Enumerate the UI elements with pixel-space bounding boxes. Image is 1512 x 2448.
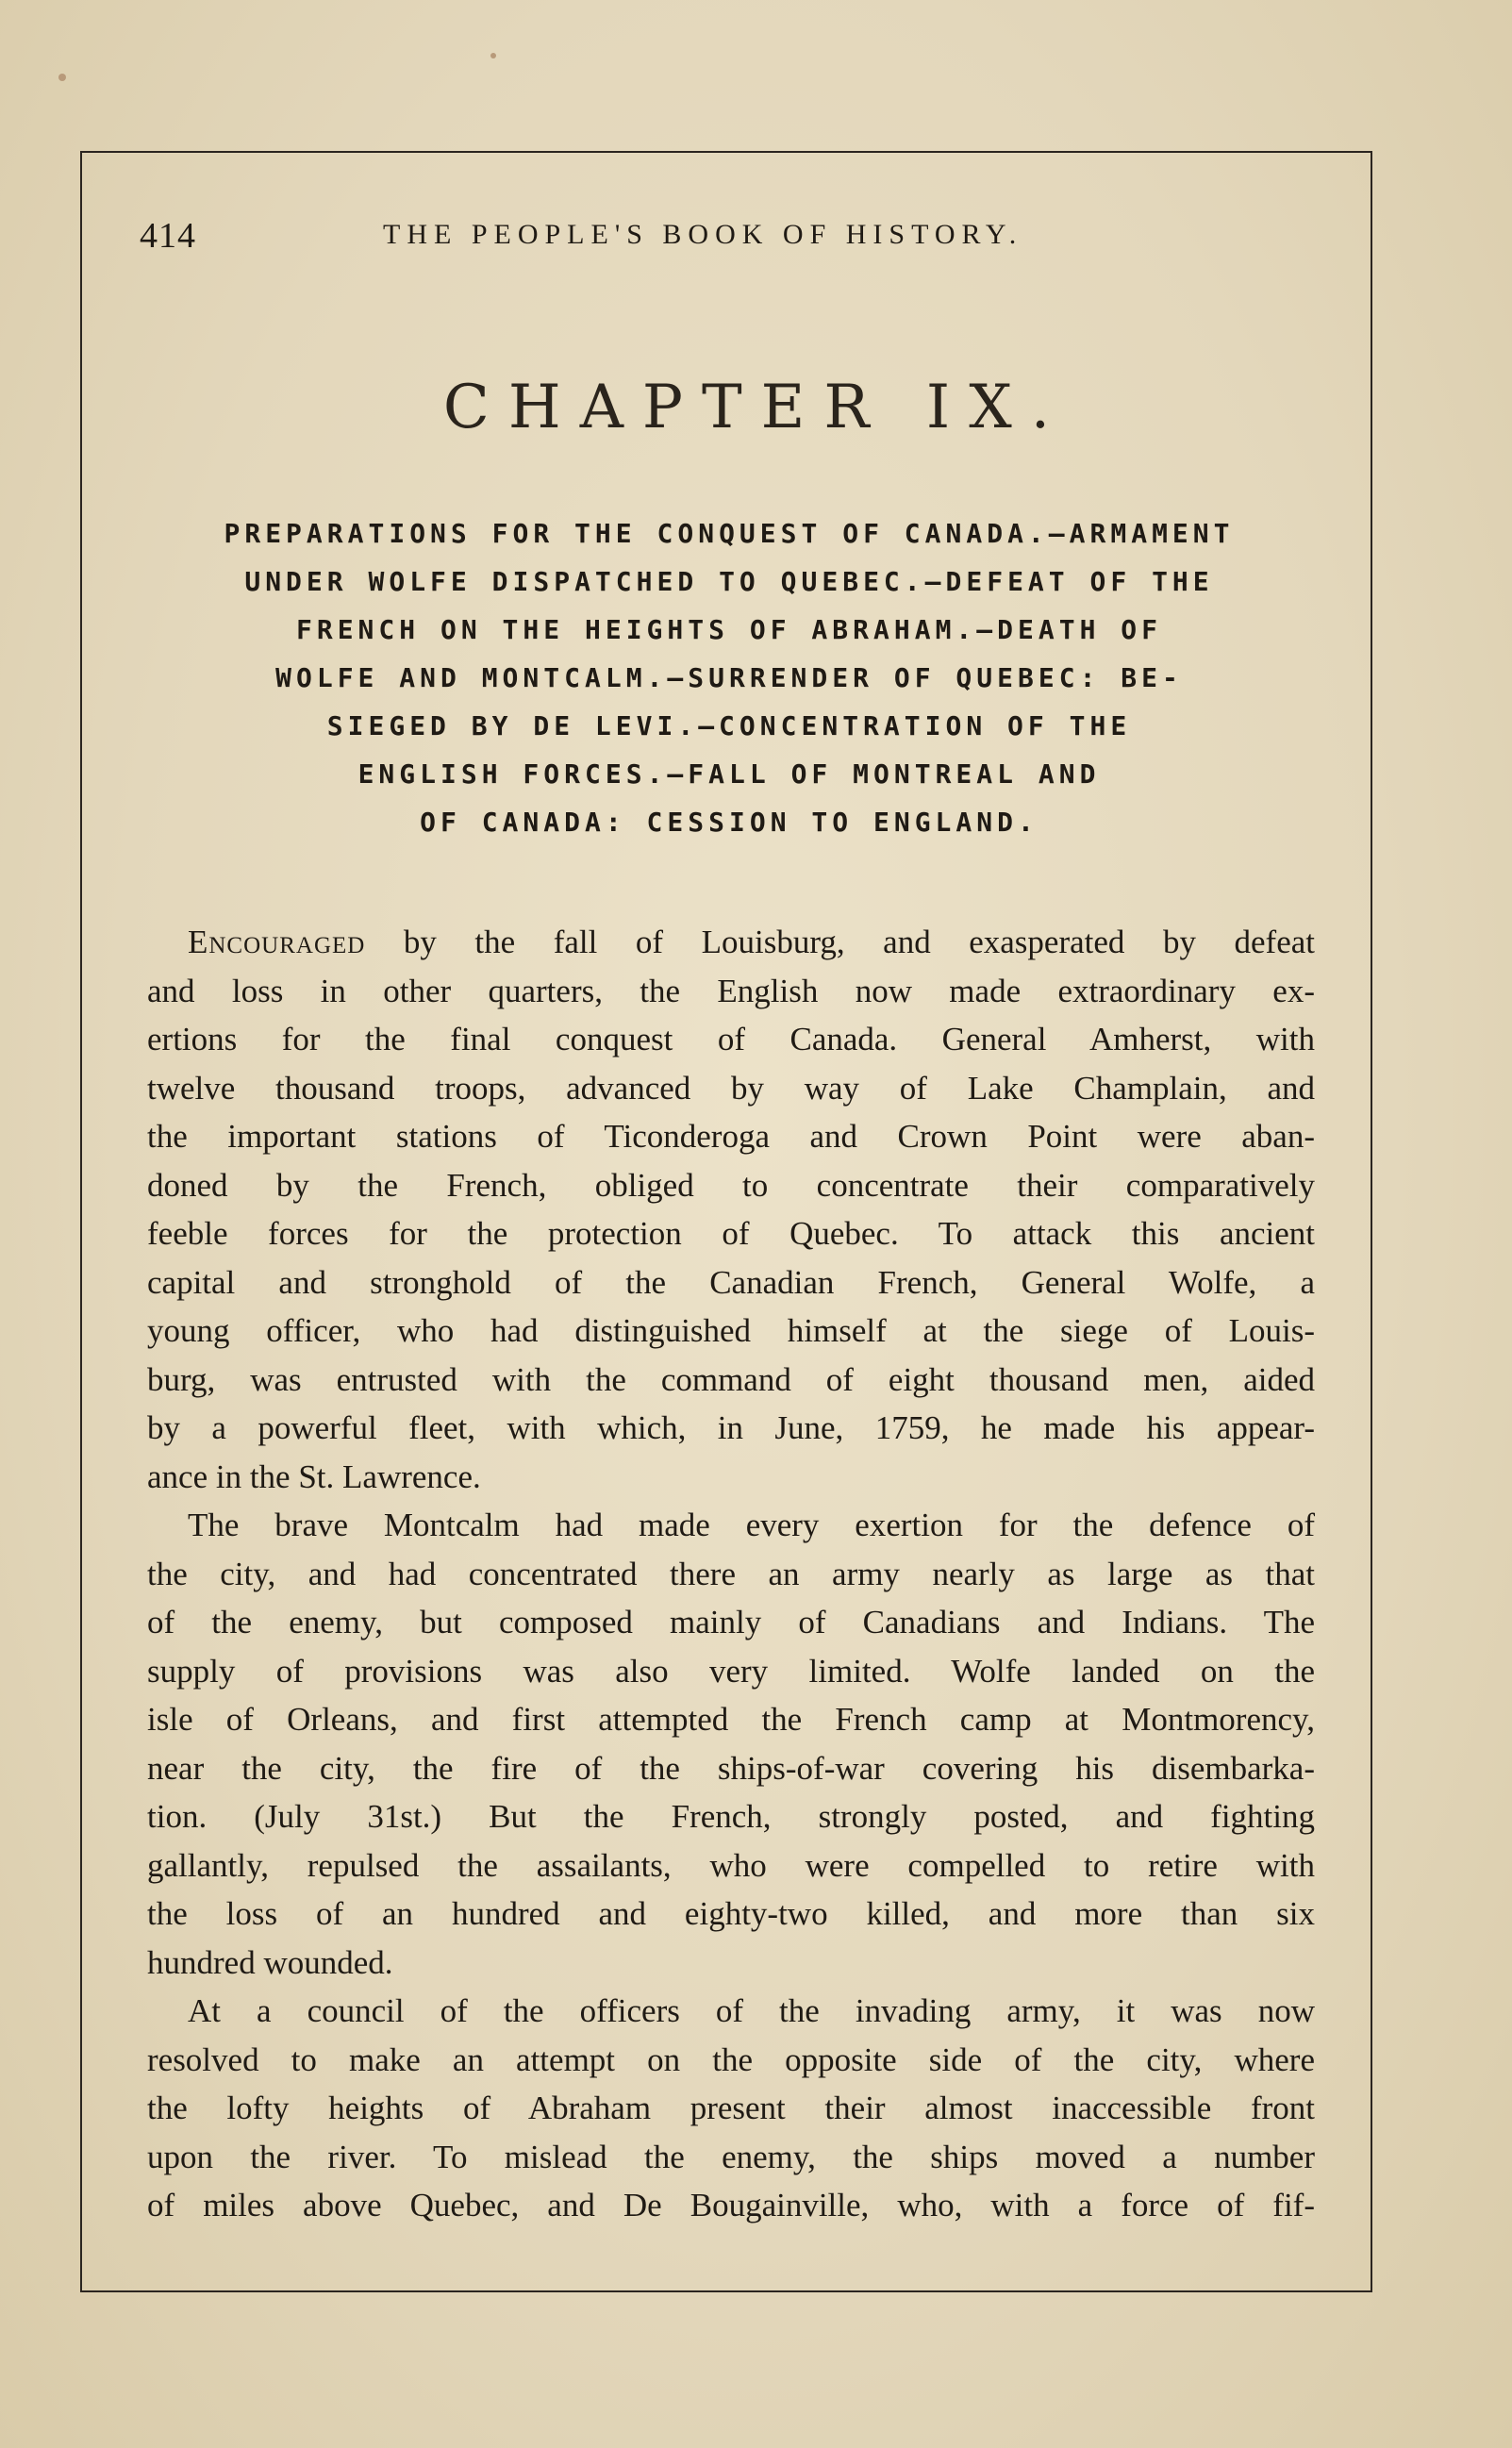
paragraph-2-line: The brave Montcalm had made every exertion for the defence of <box>188 1507 1315 1543</box>
summary-line: UNDER WOLFE DISPATCHED TO QUEBEC.—DEFEAT OF THE <box>244 566 1214 597</box>
paragraph-1-line: ance in the St. Lawrence. <box>147 1457 481 1495</box>
paragraph-2-line: hundred wounded. <box>147 1943 393 1981</box>
paragraph-1-line: young officer, who had distinguished himself at the siege of Louis- <box>147 1312 1315 1349</box>
chapter-summary <box>140 509 1319 846</box>
paper-speck <box>58 74 66 81</box>
paper-speck <box>490 53 496 58</box>
page-header <box>140 215 1083 260</box>
paragraph-1-line <box>147 918 1315 967</box>
paragraph-2-line: supply of provisions was also very limited. Wolfe landed on the <box>147 1652 1315 1690</box>
paragraph-1-line: capital and stronghold of the Canadian French, General Wolfe, a <box>147 1263 1315 1301</box>
page-number: 414 <box>140 216 196 256</box>
paragraph-3-line: of miles above Quebec, and De Bougainville, who, with a force of fif- <box>147 2187 1315 2223</box>
paragraph-2-line: isle of Orleans, and first attempted the French camp at Montmorency, <box>147 1701 1315 1738</box>
summary-line: SIEGED BY DE LEVI.—CONCENTRATION OF THE <box>326 710 1132 741</box>
chapter-title: CHAPTER IX. <box>442 373 1070 442</box>
paragraph-2-line: near the city, the fire of the ships-of-war covering his disembarka- <box>147 1749 1315 1787</box>
paragraph-2-line: the city, and had concentrated there an army nearly as large as that <box>147 1555 1315 1592</box>
paragraph-2-line: gallantly, repulsed the assailants, who were compelled to retire with <box>147 1846 1315 1884</box>
paragraph-3-line: upon the river. To mislead the enemy, the ships moved a number <box>147 2138 1315 2175</box>
line-text: by the fall of Louisburg, and exasperated by defeat <box>365 924 1315 960</box>
summary-line: PREPARATIONS FOR THE CONQUEST OF CANADA.—ARMAMENT <box>224 518 1235 549</box>
paragraph-1-line: feeble forces for the protection of Quebec. To attack this ancient <box>147 1215 1315 1252</box>
paragraph-1-line: doned by the French, obliged to concentrate their comparatively <box>147 1166 1315 1204</box>
summary-line: OF CANADA: CESSION TO ENGLAND. <box>420 807 1038 838</box>
body-text <box>147 918 1315 2230</box>
paragraph-2-line: the loss of an hundred and eighty-two killed, and more than six <box>147 1895 1315 1932</box>
summary-line: ENGLISH FORCES.—FALL OF MONTREAL AND <box>357 758 1101 790</box>
paragraph-1-line: and loss in other quarters, the English now made extraordinary ex- <box>147 972 1315 1009</box>
paragraph-1-line: the important stations of Ticonderoga and Crown Point were aban- <box>147 1118 1315 1155</box>
opening-word: Encouraged <box>188 924 366 960</box>
paragraph-2-line: of the enemy, but composed mainly of Canadians and Indians. The <box>147 1604 1315 1640</box>
paragraph-1-line: by a powerful fleet, with which, in June, 1759, he made his appear- <box>147 1409 1315 1446</box>
paragraph-2-line: tion. (July 31st.) But the French, strongly posted, and fighting <box>147 1798 1315 1835</box>
paragraph-1-line: twelve thousand troops, advanced by way of Lake Champlain, and <box>147 1069 1315 1107</box>
summary-line: WOLFE AND MONTCALM.—SURRENDER OF QUEBEC: BE- <box>275 662 1183 693</box>
paragraph-3-line: resolved to make an attempt on the opposite side of the city, where <box>147 2040 1315 2078</box>
paragraph-1-line: burg, was entrusted with the command of eight thousand men, aided <box>147 1360 1315 1398</box>
running-head: THE PEOPLE'S BOOK OF HISTORY. <box>383 219 1023 250</box>
paragraph-3-line: the lofty heights of Abraham present their almost inaccessible front <box>147 2090 1315 2126</box>
summary-line: FRENCH ON THE HEIGHTS OF ABRAHAM.—DEATH OF <box>295 614 1162 645</box>
paragraph-1-line: ertions for the final conquest of Canada. General Amherst, with <box>147 1021 1315 1057</box>
paragraph-3-line: At a council of the officers of the invading army, it was now <box>188 1992 1315 2029</box>
